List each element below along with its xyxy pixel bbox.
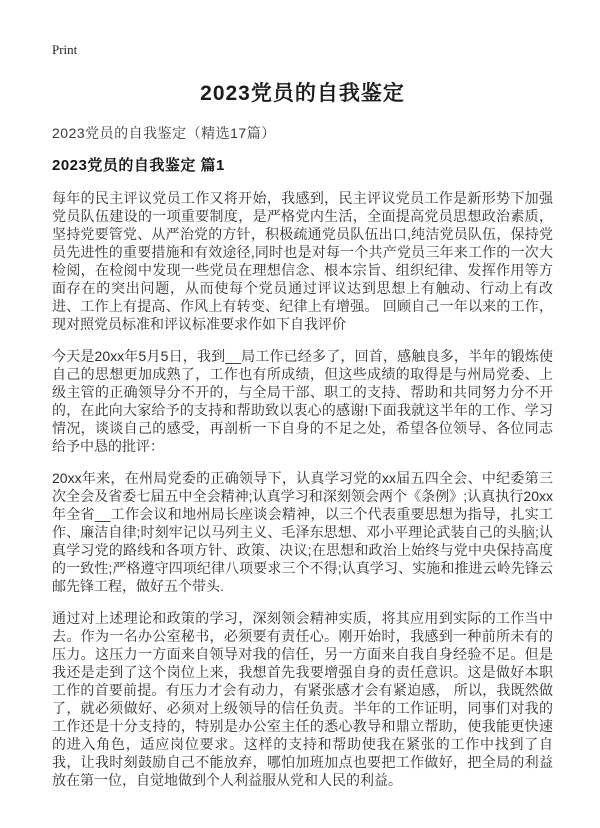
body-paragraph: 通过对上述理论和政策的学习，深刻领会精神实质，将其应用到实际的工作当中去。作为一名办公室秘书，必须要有责任心。刚开始时，我感到一种前所未有的压力。这压力一方面来自领导对我的信任，另一方面来自我自身经验不足。但是我还是走到了这个岗位上来，我想首先我要增强自身的责任意识。这是做好本职工作的首要前提。有压力才会有动力，有紧张感才会有紧迫感， 所以，我既然做了，就必须做好、必须对上级领导的信任负责。半年的工作证明，同事们对我的工作还是十分支持的，特别是办公室主任的悉心教导和鼎立帮助，使我能更快速的进入角色，适应岗位要求。这样的支持和帮助使我在紧张的工作中找到了自我，让我时刻鼓励自己不能放弃，哪怕加班加点也要把工作做好，把全局的利益放在第一位，自觉地做到个人利益服从党和人民的利益。	[52, 610, 553, 788]
body-paragraph: 每年的民主评议党员工作又将开始，我感到，民主评议党员工作是新形势下加强党员队伍建设的一项重要制度，是严格党内生活，全面提高党员思想政治素质，坚持党要管党、从严治党的方针，积极疏通党员队伍出口,纯洁党员队伍，保持党员先进性的重要措施和有效途径,同时也是对每一个共产党员三年来工作的一次大检阅，在检阅中发现一些党员在理想信念、根本宗旨、组织纪律、发挥作用等方面存在的突出问题，从而使每个党员通过评议达到思想上有触动、行动上有改进、工作上有提高、作风上有转变、纪律上有增强。 回顾自己一年以来的工作，现对照党员标准和评议标准要求作如下自我评价	[52, 190, 553, 332]
body-paragraph: 20xx年来，在州局党委的正确领导下，认真学习党的xx届五四全会、中纪委第三次全会及省委七届五中全会精神;认真学习和深刻领会两个《条例》;认真执行20xx年全省__工作会议和地州局长座谈会精神，以三个代表重要思想为指导，扎实工作、廉洁自律;时刻牢记以马列主义、毛泽东思想、邓小平理论武装自己的头脑;认真学习党的路线和各项方针、政策、决议;在思想和政治上始终与党中央保持高度的一致性;严格遵守四项纪律八项要求三个不得;认真学习、实施和推进云岭先锋云邮先锋工程，做好五个带头.	[52, 470, 553, 594]
body-paragraph: 今天是20xx年5月5日，我到__局工作已经多了，回首，感触良多，半年的锻炼使自己的思想更加成熟了，工作也有所成绩，但这些成绩的取得是与州局党委、上级主管的正确领导分不开的，与全局干部、职工的支持、帮助和共同努力分不开的，在此向大家给予的支持和帮助致以衷心的感谢!下面我就这半年的工作、学习情况，谈谈自己的感受，再剖析一下自身的不足之处，希望各位领导、各位同志给予中恳的批评：	[52, 348, 553, 454]
document-subtitle: 2023党员的自我鉴定（精选17篇）	[52, 125, 276, 141]
section-heading: 2023党员的自我鉴定 篇1	[52, 157, 225, 174]
page-title: 2023党员的自我鉴定	[200, 82, 405, 105]
print-link[interactable]: Print	[52, 42, 78, 57]
